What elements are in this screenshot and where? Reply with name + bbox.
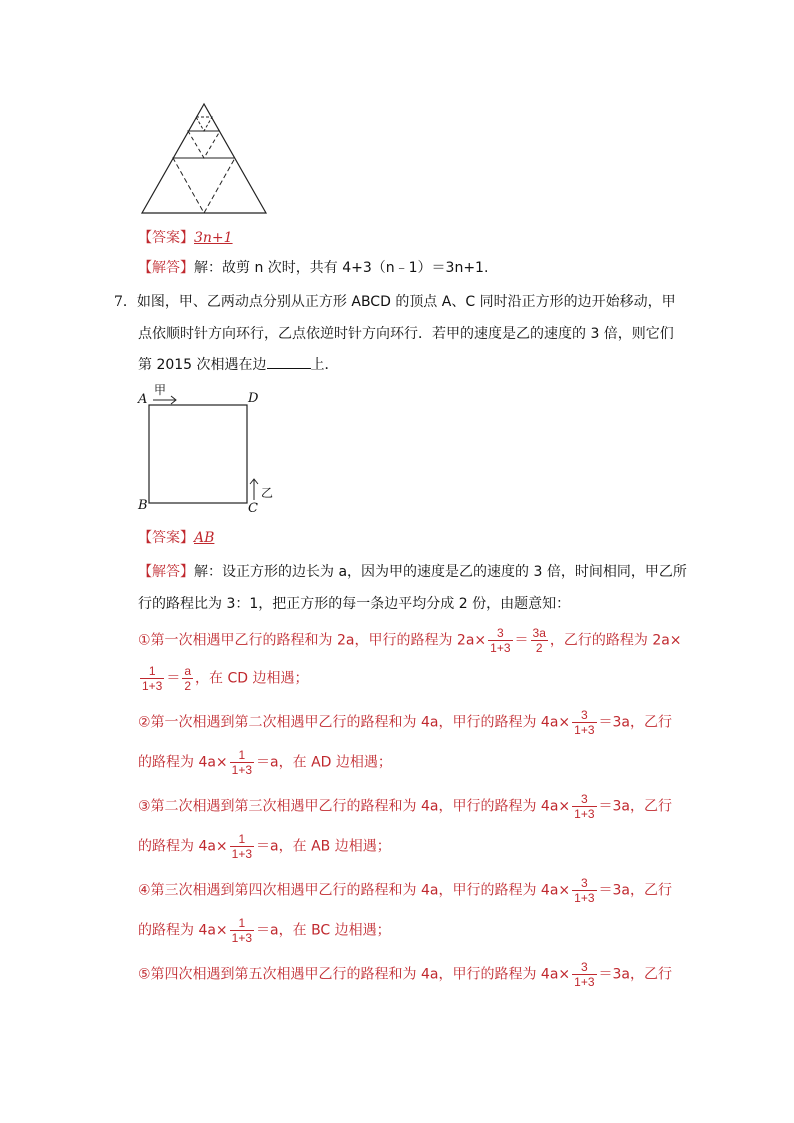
step-1-line1: ①第一次相遇甲乙行的路程和为 2a，甲行的路程为 2a× $\frac{3}{1+3}$ ＝ $\frac{3a}{2}$ ，乙行的路程为 2a× <box>138 626 682 655</box>
step-2-line1: ②第一次相遇到第二次相遇甲乙行的路程和为 4a，甲行的路程为 4a× $\frac{3}{1+3}$ ＝3a，乙行 <box>138 708 673 737</box>
step-2-line2: 的路程为 4a× $\frac{1}{1+3}$ ＝a，在 AD 边相遇； <box>138 748 392 777</box>
solution-line-6 <box>138 258 488 278</box>
vertex-label-a: A <box>138 392 148 407</box>
question-7-line1: 7．如图，甲、乙两动点分别从正方形 ABCD 的顶点 A、C 同时沿正方形的边开始移动，甲 <box>114 294 676 310</box>
step-4-line1: ④第三次相遇到第四次相遇甲乙行的路程和为 4a，甲行的路程为 4a× $\frac{3}{1+3}$ ＝3a，乙行 <box>138 876 673 905</box>
step-1-line2: $\frac{1}{1+3}$ ＝ $\frac{a}{2}$ ，在 CD 边相遇； <box>142 664 309 693</box>
solution-line-7a: 【解答】解：设正方形的边长为 a，因为甲的速度是乙的速度的 3 倍，时间相同，甲乙所 <box>138 564 687 580</box>
answer-value: AB <box>194 530 215 546</box>
answer-tag: 【答案】 <box>138 230 194 246</box>
answer-line-7: 【答案】AB <box>138 530 215 546</box>
step-3-line1: ③第二次相遇到第三次相遇甲乙行的路程和为 4a，甲行的路程为 4a× $\frac{3}{1+3}$ ＝3a，乙行 <box>138 792 673 821</box>
fraction: $\frac{1}{1+3}$ <box>231 832 253 861</box>
answer-line-6 <box>138 228 233 248</box>
triangle-figure <box>138 102 270 216</box>
solution-text: 解：故剪 n 次时，共有 4+3（n﹣1）＝3n+1. <box>194 260 489 276</box>
fraction: $\frac{1}{1+3}$ <box>142 664 163 693</box>
solution-tag: 【解答】 <box>138 260 194 276</box>
question-7-line3: 第 2015 次相遇在边 上． <box>138 354 339 375</box>
answer-value: 3n+1 <box>194 230 233 246</box>
answer-blank <box>267 354 311 369</box>
vertex-label-c: C <box>248 501 258 516</box>
fraction: $\frac{1}{1+3}$ <box>231 748 253 777</box>
fraction: $\frac{3}{1+3}$ <box>490 626 511 655</box>
fraction: $\frac{3a}{2}$ <box>532 626 546 655</box>
square-figure <box>136 380 286 520</box>
solution-line-7b: 行的路程比为 3：1，把正方形的每一条边平均分成 2 份，由题意知： <box>138 596 571 612</box>
question-7-line2: 点依顺时针方向环行，乙点依逆时针方向环行．若甲的速度是乙的速度的 3 倍，则它们 <box>138 326 674 342</box>
step-5-line1: ⑤第四次相遇到第五次相遇甲乙行的路程和为 4a，甲行的路程为 4a× $\frac{3}{1+3}$ ＝3a，乙行 <box>138 960 673 989</box>
fraction: $\frac{3}{1+3}$ <box>574 876 595 905</box>
fraction: $\frac{3}{1+3}$ <box>574 708 595 737</box>
fraction: $\frac{a}{2}$ <box>184 664 192 693</box>
step-3-line2: 的路程为 4a× $\frac{1}{1+3}$ ＝a，在 AB 边相遇； <box>138 832 391 861</box>
question-number: 7． <box>114 294 137 310</box>
fraction: $\frac{3}{1+3}$ <box>574 792 595 821</box>
vertex-label-d: D <box>248 391 259 406</box>
label-jia: 甲 <box>154 383 167 397</box>
fraction: $\frac{1}{1+3}$ <box>231 916 253 945</box>
vertex-label-b: B <box>138 498 148 513</box>
label-yi: 乙 <box>261 486 274 500</box>
fraction: $\frac{3}{1+3}$ <box>574 960 595 989</box>
step-4-line2: 的路程为 4a× $\frac{1}{1+3}$ ＝a，在 BC 边相遇； <box>138 916 391 945</box>
